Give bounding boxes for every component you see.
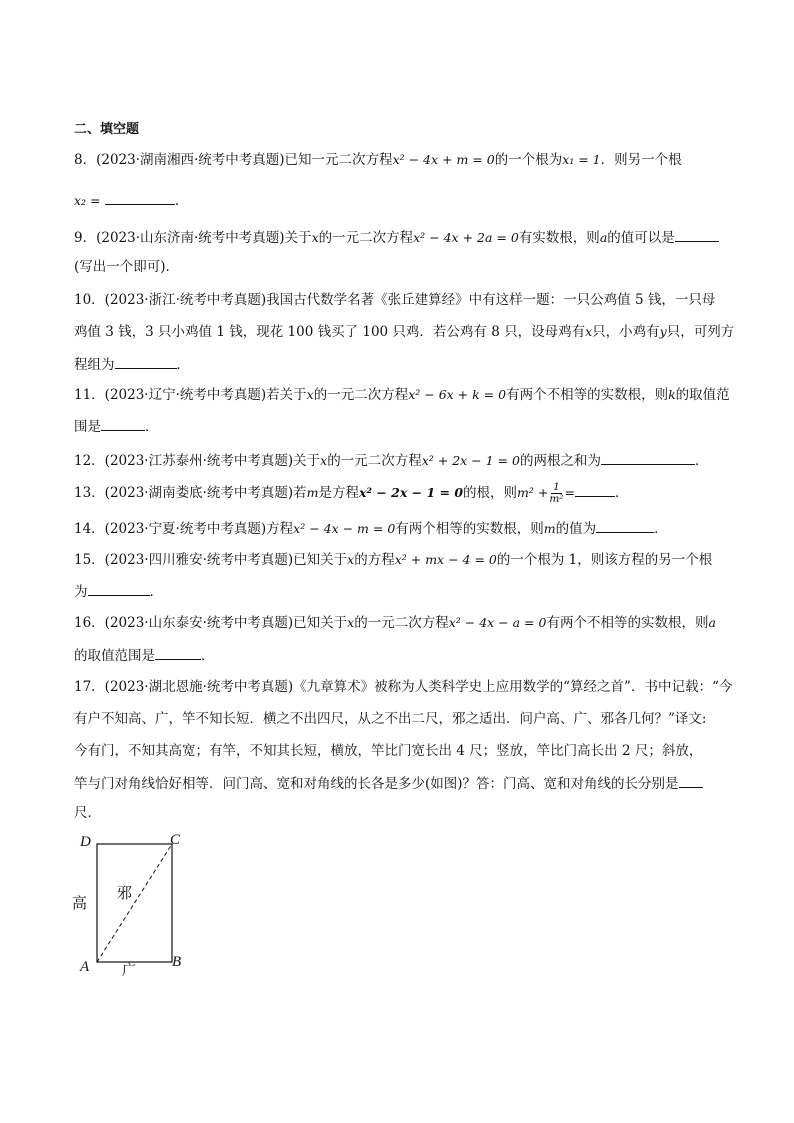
problem-16-line-1: 16．(2023·山东泰安·统考中考真题)已知关于x的一元二次方程x² − 4x − a = 0有两个不相等的实数根，则a: [74, 615, 716, 631]
problem-10-line-2: 鸡值 3 钱，3 只小鸡值 1 钱，现花 100 钱买了 100 只鸡．若公鸡有 8 只，设母鸡有x只，小鸡有y只，可列方: [74, 324, 735, 340]
problem-15-line-2: 为 ．: [74, 581, 163, 602]
problem-9-line-2: (写出一个即可)．: [74, 259, 180, 275]
answer-blank[interactable]: [88, 581, 150, 596]
problem-9-line-1: 9．(2023·山东济南·统考中考真题)关于x的一元二次方程x² − 4x + 2a = 0有实数根，则a的值可以是: [74, 227, 719, 248]
answer-blank[interactable]: [596, 518, 654, 533]
label-width: 广: [122, 964, 136, 979]
problem-11-line-2: 围是 ．: [74, 416, 159, 437]
label-b: B: [172, 954, 182, 970]
label-height: 高: [72, 896, 88, 912]
problem-15-line-1: 15．(2023·四川雅安·统考中考真题)已知关于x的方程x² + mx − 4 = 0的一个根为 1，则该方程的另一个根: [74, 552, 713, 568]
problem-10-line-1: 10．(2023·浙江·统考中考真题)我国古代数学名著《张丘建算经》中有这样一题：一只公鸡值 5 钱，一只母: [74, 292, 716, 308]
answer-blank[interactable]: [105, 190, 175, 205]
label-a: A: [80, 959, 90, 975]
problem-13-line-1: 13．(2023·湖南娄底·统考中考真题)若m是方程x² − 2x − 1 = 0的根，则m² + $\frac{1}{\text{m²}}$ = ．: [74, 481, 629, 505]
problem-8-line-2: x₂ = ．: [74, 190, 188, 211]
section-title: 二、填空题: [74, 122, 140, 137]
problem-10-line-3: 程组为 ．: [74, 354, 190, 375]
door-rectangle: [97, 844, 172, 962]
fraction: $\frac{1}{\text{m²}}$: [549, 481, 564, 505]
answer-blank[interactable]: [575, 482, 615, 497]
problem-17-line-5: 尺．: [74, 805, 101, 821]
door-diagram: [66, 826, 196, 986]
answer-blank[interactable]: [115, 354, 177, 369]
problem-17-line-1: 17．(2023·湖北恩施·统考中考真题)《九章算术》被称为人类科学史上应用数学的“算经之首”．书中记载：“今: [74, 679, 733, 695]
problem-8-line-1: 8．(2023·湖南湘西·统考中考真题)已知一元二次方程x² − 4x + m = 0的一个根为x₁ = 1．则另一个根: [74, 152, 682, 168]
problem-17-line-2: 有户不知高、广，竿不知长短．横之不出四尺，从之不出二尺，邪之适出．问户高、广、邪各几何？”译文:: [74, 711, 707, 727]
problem-17-line-4: 竿与门对角线恰好相等．问门高、宽和对角线的长各是多少(如图)？答：门高、宽和对角线的长分别是: [74, 773, 703, 794]
answer-blank[interactable]: [155, 645, 201, 660]
answer-blank[interactable]: [601, 450, 695, 465]
answer-blank[interactable]: [101, 416, 145, 431]
label-c: C: [170, 832, 181, 848]
problem-11-line-1: 11．(2023·辽宁·统考中考真题)若关于x的一元二次方程x² − 6x + k = 0有两个不相等的实数根，则k的取值范: [74, 387, 730, 403]
problem-17-line-3: 今有门，不知其高宽；有竿，不知其长短，横放，竿比门宽长出 4 尺；竖放，竿比门高长出 2 尺；斜放，: [74, 743, 703, 759]
diagonal-line: [97, 844, 172, 962]
problem-14-line-1: 14．(2023·宁夏·统考中考真题)方程x² − 4x − m = 0有两个相等的实数根，则m的值为 ．: [74, 518, 668, 539]
answer-blank[interactable]: [675, 227, 719, 242]
label-d: D: [80, 834, 91, 850]
problem-16-line-2: 的取值范围是 ．: [74, 645, 215, 666]
answer-blank[interactable]: [679, 773, 703, 788]
label-diagonal: 邪: [117, 886, 133, 902]
problem-12-line-1: 12．(2023·江苏泰州·统考中考真题)关于x的一元二次方程x² + 2x − 1 = 0的两根之和为 ．: [74, 450, 708, 471]
